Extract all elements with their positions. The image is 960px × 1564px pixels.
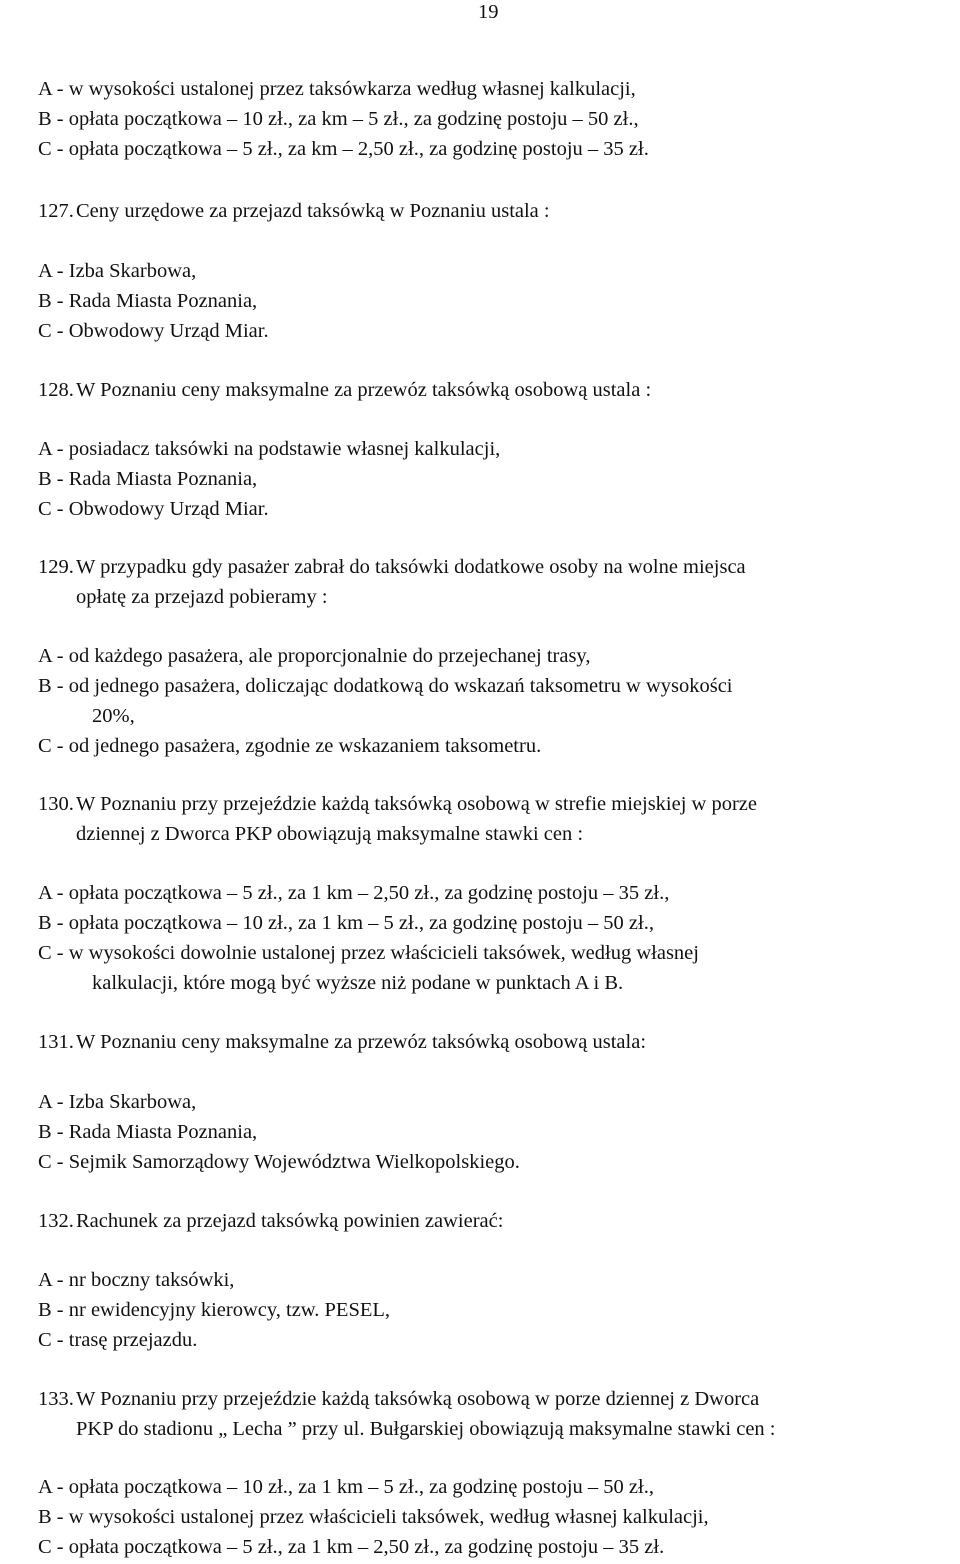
question-line — [38, 375, 948, 405]
option-a: A - posiadacz taksówki na podstawie własnej kalkulacji, — [38, 438, 501, 460]
option-b: B - opłata początkowa – 10 zł., za 1 km – 5 zł., za godzinę postoju – 50 zł., — [38, 912, 654, 934]
question-128-options — [38, 434, 948, 524]
option-a: A - opłata początkowa – 5 zł., za 1 km – 2,50 zł., za godzinę postoju – 35 zł., — [38, 882, 670, 904]
question-127 — [38, 196, 948, 226]
question-131 — [38, 1027, 948, 1057]
question-text: Ceny urzędowe za przejazd taksówką w Poznaniu ustala : — [76, 200, 550, 222]
question-128 — [38, 375, 948, 405]
question-129-options — [38, 641, 948, 761]
option-a: A - w wysokości ustalonej przez taksówkarza według własnej kalkulacji, — [38, 78, 636, 100]
option-c: C - Obwodowy Urząd Miar. — [38, 320, 269, 342]
question-text: W Poznaniu ceny maksymalne za przewóz taksówką osobową ustala : — [76, 379, 652, 401]
option-a: A - Izba Skarbowa, — [38, 260, 197, 282]
question-133-options — [38, 1472, 948, 1562]
question-line — [38, 196, 948, 226]
option-a: A - Izba Skarbowa, — [38, 1091, 197, 1113]
question-131-options — [38, 1087, 948, 1177]
question-line — [38, 552, 948, 582]
option-a: A - nr boczny taksówki, — [38, 1269, 235, 1291]
option-b-continued: 20%, — [92, 705, 135, 727]
question-text: Rachunek za przejazd taksówką powinien zawierać: — [76, 1210, 504, 1232]
question-text-continued: dziennej z Dworca PKP obowiązują maksymalne stawki cen : — [76, 823, 584, 845]
question-133 — [38, 1384, 948, 1444]
option-b: B - od jednego pasażera, doliczając dodatkową do wskazań taksometru w wysokości — [38, 675, 733, 697]
question-text: W Poznaniu przy przejeździe każdą taksówką osobową w strefie miejskiej w porze — [76, 793, 757, 815]
question-text-continued: opłatę za przejazd pobieramy : — [76, 586, 328, 608]
option-c: C - Sejmik Samorządowy Województwa Wielkopolskiego. — [38, 1151, 520, 1173]
question-text: W przypadku gdy pasażer zabrał do taksówki dodatkowe osoby na wolne miejsca — [76, 556, 746, 578]
question-number: 129. — [38, 556, 74, 578]
option-b: B - nr ewidencyjny kierowcy, tzw. PESEL, — [38, 1299, 391, 1321]
question-line — [38, 1384, 948, 1414]
option-c: C - od jednego pasażera, zgodnie ze wskazaniem taksometru. — [38, 735, 542, 757]
option-b: B - w wysokości ustalonej przez właścicieli taksówek, według własnej kalkulacji, — [38, 1506, 709, 1528]
option-a: A - opłata początkowa – 10 zł., za 1 km – 5 zł., za godzinę postoju – 50 zł., — [38, 1476, 654, 1498]
intro-options — [38, 74, 948, 164]
question-text: W Poznaniu ceny maksymalne za przewóz taksówką osobową ustala: — [76, 1031, 647, 1053]
question-number: 133. — [38, 1388, 74, 1410]
option-b: B - Rada Miasta Poznania, — [38, 1121, 258, 1143]
option-c: C - Obwodowy Urząd Miar. — [38, 498, 269, 520]
question-text-continued: PKP do stadionu „ Lecha ” przy ul. Bułgarskiej obowiązują maksymalne stawki cen : — [76, 1418, 776, 1440]
question-130-options — [38, 878, 948, 998]
question-number: 127. — [38, 200, 74, 222]
option-c: C - opłata początkowa – 5 zł., za 1 km – 2,50 zł., za godzinę postoju – 35 zł. — [38, 1536, 665, 1558]
question-line — [38, 1027, 948, 1057]
option-c-continued: kalkulacji, które mogą być wyższe niż podane w punktach A i B. — [92, 972, 624, 994]
question-line — [38, 789, 948, 819]
question-132 — [38, 1206, 948, 1236]
question-number: 132. — [38, 1210, 74, 1232]
option-c: C - w wysokości dowolnie ustalonej przez właścicieli taksówek, według własnej — [38, 942, 699, 964]
question-130 — [38, 789, 948, 849]
option-b: B - opłata początkowa – 10 zł., za km – 5 zł., za godzinę postoju – 50 zł., — [38, 108, 639, 130]
question-129 — [38, 552, 948, 612]
option-a: A - od każdego pasażera, ale proporcjonalnie do przejechanej trasy, — [38, 645, 591, 667]
option-b: B - Rada Miasta Poznania, — [38, 468, 258, 490]
question-number: 131. — [38, 1031, 74, 1053]
page-number: 19 — [478, 1, 499, 23]
option-c: C - trasę przejazdu. — [38, 1329, 198, 1351]
option-b: B - Rada Miasta Poznania, — [38, 290, 258, 312]
question-number: 128. — [38, 379, 74, 401]
question-132-options — [38, 1265, 948, 1355]
question-line — [38, 1206, 948, 1236]
option-c: C - opłata początkowa – 5 zł., za km – 2,50 zł., za godzinę postoju – 35 zł. — [38, 138, 649, 160]
question-text: W Poznaniu przy przejeździe każdą taksówką osobową w porze dziennej z Dworca — [76, 1388, 760, 1410]
question-number: 130. — [38, 793, 74, 815]
question-127-options — [38, 256, 948, 346]
